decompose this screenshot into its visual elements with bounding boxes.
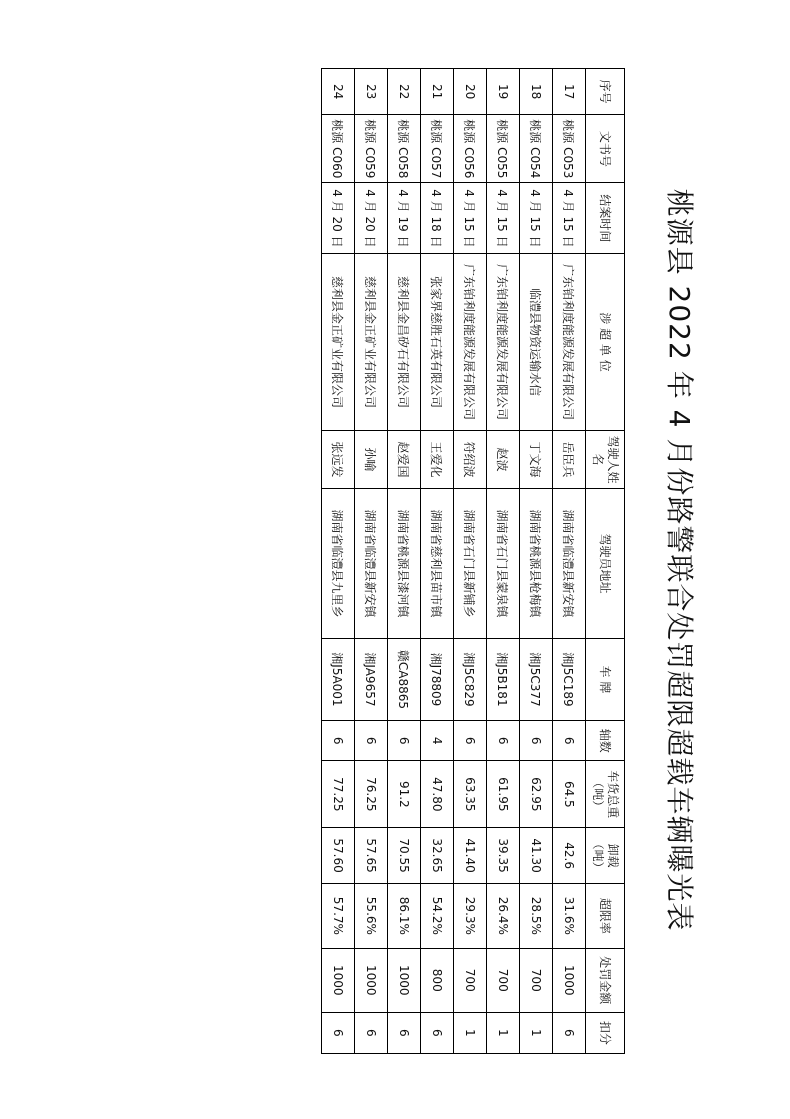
cell-unload: 41.30 <box>520 828 553 884</box>
table-row <box>520 69 553 1054</box>
cell-fine: 700 <box>487 948 520 1012</box>
cell-unload: 70.55 <box>388 828 421 884</box>
cell-doc: 桃源 C058 <box>388 115 421 183</box>
cell-total-weight: 91.2 <box>388 761 421 828</box>
header-rate: 超限率 <box>586 883 625 948</box>
cell-axles: 6 <box>388 721 421 761</box>
cell-points: 6 <box>553 1012 586 1053</box>
cell-driver: 符绍波 <box>454 430 487 489</box>
header-company: 涉 超 单 位 <box>586 254 625 430</box>
penalty-table <box>321 68 625 1054</box>
cell-doc: 桃源 C057 <box>421 115 454 183</box>
cell-plate: 湘J78809 <box>421 638 454 720</box>
table-row <box>421 69 454 1054</box>
cell-company: 慈利县金昌矽石有限公司 <box>388 254 421 430</box>
cell-fine: 800 <box>421 948 454 1012</box>
cell-unload: 57.60 <box>322 828 355 884</box>
cell-company: 慈利县金正矿业有限公司 <box>355 254 388 430</box>
table-row <box>322 69 355 1054</box>
cell-seq: 20 <box>454 69 487 115</box>
cell-axles: 4 <box>421 721 454 761</box>
cell-points: 1 <box>520 1012 553 1053</box>
cell-driver: 孙喻 <box>355 430 388 489</box>
cell-unload: 42.6 <box>553 828 586 884</box>
cell-driver: 赵波 <box>487 430 520 489</box>
cell-company: 广东铂利度能源发展有限公司 <box>553 254 586 430</box>
table-row <box>388 69 421 1054</box>
cell-plate: 湘J5B181 <box>487 638 520 720</box>
cell-doc: 桃源 C053 <box>553 115 586 183</box>
cell-doc: 桃源 C056 <box>454 115 487 183</box>
cell-unload: 41.40 <box>454 828 487 884</box>
cell-points: 6 <box>388 1012 421 1053</box>
table-row <box>487 69 520 1054</box>
cell-axles: 6 <box>355 721 388 761</box>
cell-company: 广东铂利度能源发展有限公司 <box>487 254 520 430</box>
header-unload: 卸载（吨） <box>586 828 625 884</box>
cell-date: 4 月 15 日 <box>487 183 520 254</box>
cell-driver: 王爱化 <box>421 430 454 489</box>
cell-seq: 24 <box>322 69 355 115</box>
cell-unload: 32.65 <box>421 828 454 884</box>
cell-driver: 张远发 <box>322 430 355 489</box>
cell-fine: 1000 <box>388 948 421 1012</box>
cell-axles: 6 <box>322 721 355 761</box>
cell-rate: 55.6% <box>355 883 388 948</box>
header-fine: 处罚金额 <box>586 948 625 1012</box>
cell-plate: 湘JA9657 <box>355 638 388 720</box>
table-row <box>553 69 586 1054</box>
header-address: 驾驶员地址 <box>586 489 625 638</box>
cell-seq: 23 <box>355 69 388 115</box>
cell-total-weight: 62.95 <box>520 761 553 828</box>
cell-doc: 桃源 C060 <box>322 115 355 183</box>
cell-company: 广东铂利度能源发展有限公司 <box>454 254 487 430</box>
header-plate: 车 牌 <box>586 638 625 720</box>
cell-total-weight: 76.25 <box>355 761 388 828</box>
header-total-weight: 车货总重（吨） <box>586 761 625 828</box>
cell-rate: 28.5% <box>520 883 553 948</box>
cell-fine: 700 <box>454 948 487 1012</box>
cell-company: 慈利县金正矿业有限公司 <box>322 254 355 430</box>
cell-company: 张家界慈胜石英有限公司 <box>421 254 454 430</box>
header-axles: 轴数 <box>586 721 625 761</box>
cell-seq: 18 <box>520 69 553 115</box>
cell-date: 4 月 18 日 <box>421 183 454 254</box>
header-points: 扣分 <box>586 1012 625 1053</box>
header-doc: 文书号 <box>586 115 625 183</box>
cell-points: 6 <box>322 1012 355 1053</box>
cell-total-weight: 47.80 <box>421 761 454 828</box>
cell-seq: 19 <box>487 69 520 115</box>
cell-driver: 赵爱国 <box>388 430 421 489</box>
cell-total-weight: 77.25 <box>322 761 355 828</box>
cell-unload: 57.65 <box>355 828 388 884</box>
cell-total-weight: 63.35 <box>454 761 487 828</box>
cell-date: 4 月 20 日 <box>355 183 388 254</box>
cell-address: 湖南省临澧县九里乡 <box>322 489 355 638</box>
table-row <box>355 69 388 1054</box>
cell-total-weight: 61.95 <box>487 761 520 828</box>
cell-axles: 6 <box>520 721 553 761</box>
cell-plate: 湘J5C189 <box>553 638 586 720</box>
cell-axles: 6 <box>553 721 586 761</box>
cell-points: 1 <box>454 1012 487 1053</box>
cell-rate: 31.6% <box>553 883 586 948</box>
cell-total-weight: 64.5 <box>553 761 586 828</box>
cell-seq: 22 <box>388 69 421 115</box>
cell-address: 湖南省石门县蒙泉镇 <box>487 489 520 638</box>
header-date: 结案时间 <box>586 183 625 254</box>
cell-doc: 桃源 C059 <box>355 115 388 183</box>
cell-address: 湖南省石门县新铺乡 <box>454 489 487 638</box>
cell-fine: 700 <box>520 948 553 1012</box>
cell-address: 湖南省桃源县枪梅镇 <box>520 489 553 638</box>
cell-axles: 6 <box>454 721 487 761</box>
cell-fine: 1000 <box>355 948 388 1012</box>
cell-unload: 39.35 <box>487 828 520 884</box>
cell-rate: 86.1% <box>388 883 421 948</box>
page-title: 桃源县 2022 年 4 月份路警联合处罚超限超载车辆曝光表 <box>663 188 696 932</box>
cell-fine: 1000 <box>322 948 355 1012</box>
cell-points: 6 <box>421 1012 454 1053</box>
cell-plate: 湘J5C829 <box>454 638 487 720</box>
cell-driver: 岳臣兵 <box>553 430 586 489</box>
cell-date: 4 月 15 日 <box>553 183 586 254</box>
cell-rate: 26.4% <box>487 883 520 948</box>
rotated-page <box>85 60 705 1060</box>
cell-plate: 湘J5A001 <box>322 638 355 720</box>
header-seq: 序号 <box>586 69 625 115</box>
cell-address: 湖南省临澧县新安镇 <box>553 489 586 638</box>
cell-date: 4 月 19 日 <box>388 183 421 254</box>
cell-points: 1 <box>487 1012 520 1053</box>
header-row <box>586 69 625 1054</box>
cell-axles: 6 <box>487 721 520 761</box>
cell-seq: 17 <box>553 69 586 115</box>
cell-plate: 赣CA8865 <box>388 638 421 720</box>
header-driver: 驾驶人姓名 <box>586 430 625 489</box>
cell-doc: 桃源 C055 <box>487 115 520 183</box>
cell-date: 4 月 15 日 <box>520 183 553 254</box>
cell-company: 临澧县物资运输水信 <box>520 254 553 430</box>
cell-driver: 丁文海 <box>520 430 553 489</box>
cell-address: 湖南省慈利县苗市镇 <box>421 489 454 638</box>
cell-fine: 1000 <box>553 948 586 1012</box>
cell-seq: 21 <box>421 69 454 115</box>
cell-date: 4 月 20 日 <box>322 183 355 254</box>
cell-rate: 29.3% <box>454 883 487 948</box>
cell-date: 4 月 15 日 <box>454 183 487 254</box>
cell-address: 湖南省桃源县漆河镇 <box>388 489 421 638</box>
cell-doc: 桃源 C054 <box>520 115 553 183</box>
cell-rate: 57.7% <box>322 883 355 948</box>
cell-points: 6 <box>355 1012 388 1053</box>
cell-rate: 54.2% <box>421 883 454 948</box>
table-row <box>454 69 487 1054</box>
cell-plate: 湘J5C377 <box>520 638 553 720</box>
cell-address: 湖南省临澧县新安镇 <box>355 489 388 638</box>
